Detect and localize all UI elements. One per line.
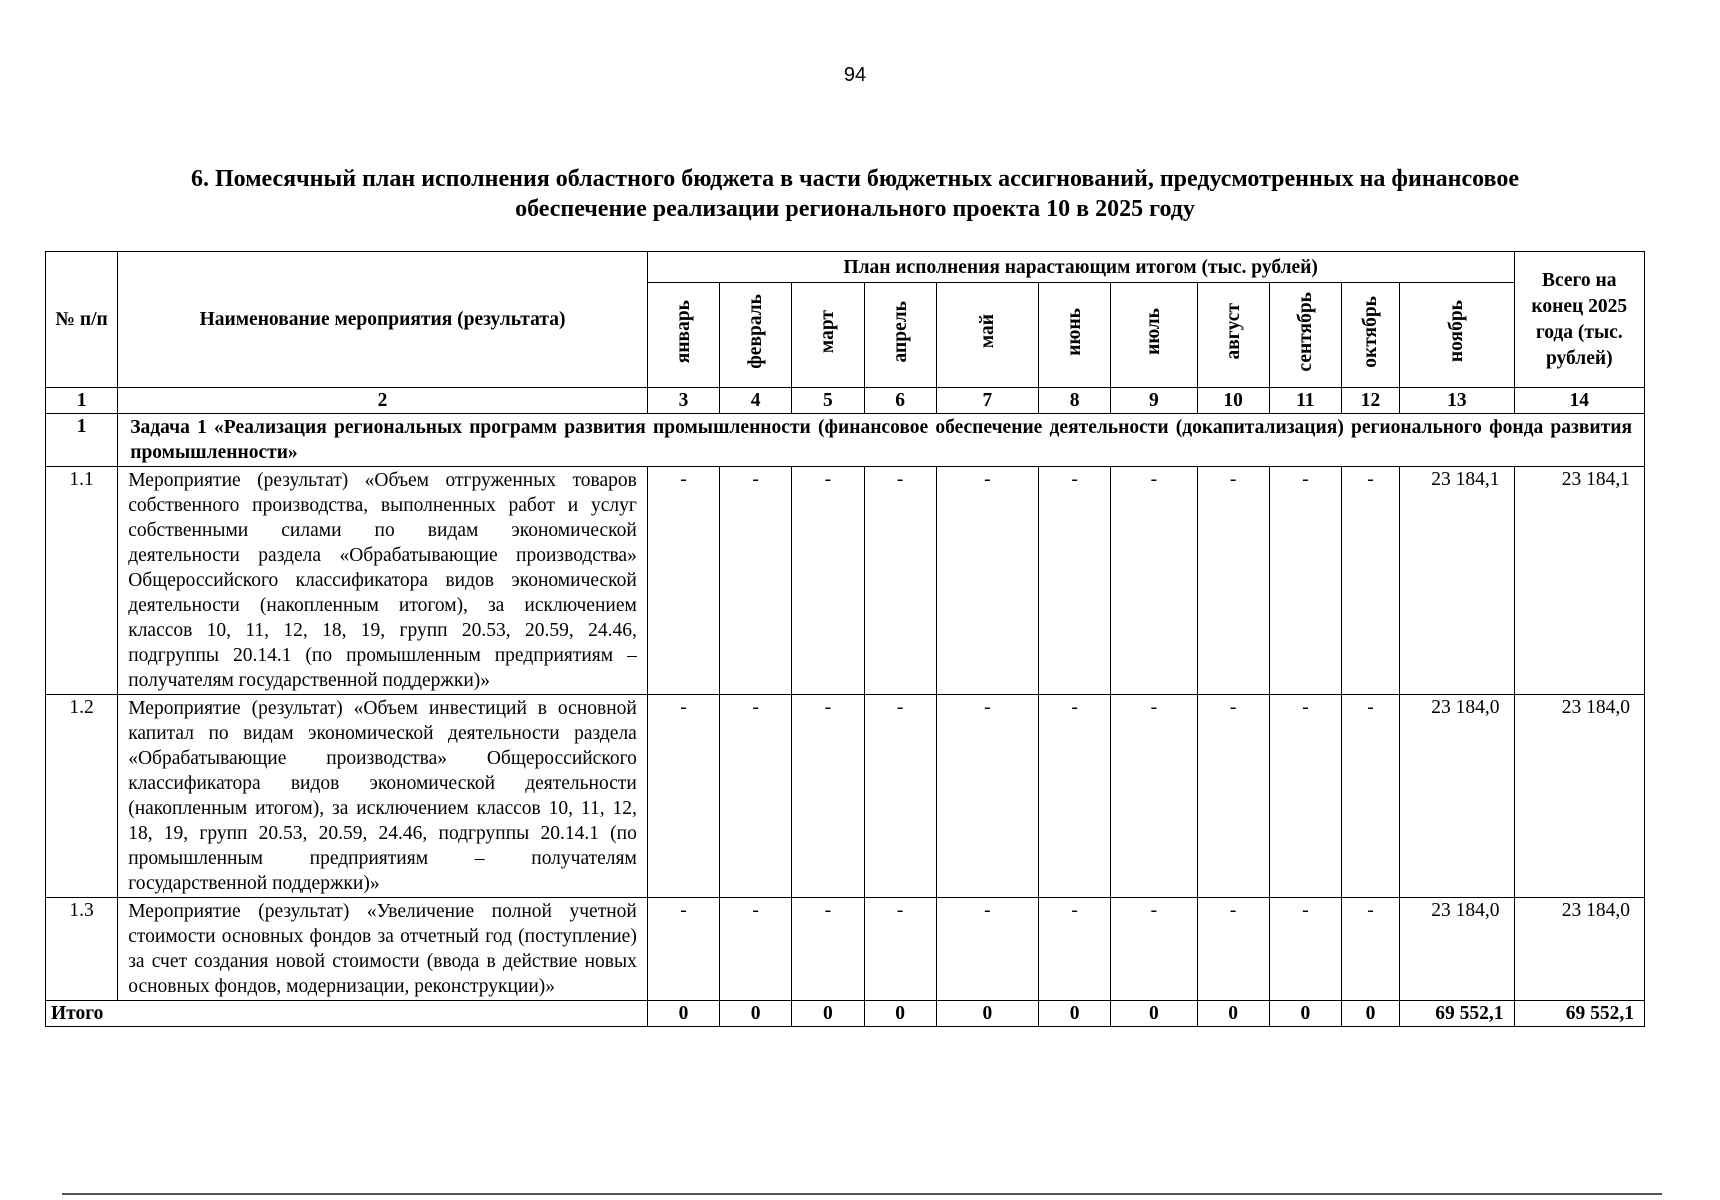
- total-month-value: 0: [720, 1001, 792, 1027]
- total-month-value: 69 552,1: [1400, 1001, 1514, 1027]
- month-value: -: [1269, 898, 1341, 1001]
- month-value: -: [792, 695, 864, 898]
- month-value: -: [1341, 467, 1399, 695]
- header-number: № п/п: [46, 252, 118, 388]
- table-row: [46, 695, 1645, 898]
- column-number: 2: [118, 388, 648, 414]
- task-number: 1: [46, 414, 118, 467]
- column-number: 1: [46, 388, 118, 414]
- month-value: 23 184,1: [1400, 467, 1514, 695]
- month-value: -: [1039, 467, 1111, 695]
- month-value: -: [1197, 898, 1269, 1001]
- month-value: 23 184,0: [1400, 695, 1514, 898]
- month-value: -: [792, 898, 864, 1001]
- total-month-value: 0: [1039, 1001, 1111, 1027]
- header-month: апрель: [864, 283, 936, 388]
- month-value: -: [1039, 898, 1111, 1001]
- month-value: -: [1039, 695, 1111, 898]
- document-title: [50, 164, 1660, 224]
- month-value: -: [647, 898, 719, 1001]
- month-value: -: [1269, 467, 1341, 695]
- task-row: [46, 414, 1645, 467]
- totals-row: [46, 1001, 1645, 1027]
- row-total: 23 184,1: [1514, 467, 1644, 695]
- header-month: ноябрь: [1400, 283, 1514, 388]
- row-number: 1.2: [46, 695, 118, 898]
- header-row-1: [46, 252, 1645, 283]
- header-plan-group: План исполнения нарастающим итогом (тыс. рублей): [647, 252, 1514, 283]
- column-number: 13: [1400, 388, 1514, 414]
- header-month: январь: [647, 283, 719, 388]
- month-value: -: [792, 467, 864, 695]
- month-value: -: [720, 695, 792, 898]
- column-number: 4: [720, 388, 792, 414]
- row-name: Мероприятие (результат) «Увеличение полной учетной стоимости основных фондов за отчетный год (поступление) за счет создания новой стоимости (ввода в действие новых основных фондов, модернизации, реконструкции)»: [118, 898, 648, 1001]
- column-number: 5: [792, 388, 864, 414]
- month-value: -: [864, 467, 936, 695]
- month-value: -: [1111, 467, 1197, 695]
- month-value: -: [1197, 467, 1269, 695]
- header-month: октябрь: [1341, 283, 1399, 388]
- month-value: -: [720, 467, 792, 695]
- total-month-value: 0: [936, 1001, 1038, 1027]
- row-name: Мероприятие (результат) «Объем отгруженных товаров собственного производства, выполненных работ и услуг собственными силами по видам экономической деятельности раздела «Обрабатывающие производства» Общероссийского классификатора видов экономической деятельности (накопленным итогом), за исключением классов 10, 11, 12, 18, 19, групп 20.53, 20.59, 24.46, подгруппы 20.14.1 (по промышленным предприятиям – получателям государственной поддержки)»: [118, 467, 648, 695]
- column-number: 12: [1341, 388, 1399, 414]
- month-value: -: [647, 467, 719, 695]
- month-value: -: [1111, 695, 1197, 898]
- month-value: -: [1197, 695, 1269, 898]
- bottom-rule: [62, 1193, 1662, 1195]
- totals-label: Итого: [46, 1001, 648, 1027]
- table-row: [46, 898, 1645, 1001]
- table-row: [46, 467, 1645, 695]
- header-name: Наименование мероприятия (результата): [118, 252, 648, 388]
- month-value: -: [647, 695, 719, 898]
- column-number: 14: [1514, 388, 1644, 414]
- header-month: июль: [1111, 283, 1197, 388]
- column-number: 9: [1111, 388, 1197, 414]
- header-month: май: [936, 283, 1038, 388]
- total-month-value: 0: [1269, 1001, 1341, 1027]
- row-name: Мероприятие (результат) «Объем инвестиций в основной капитал по видам экономической деятельности раздела «Обрабатывающие производства» Общероссийского классификатора видов экономической деятельности (накопленным итогом), за исключением классов 10, 11, 12, 18, 19, групп 20.53, 20.59, 24.46, подгруппы 20.14.1 (по промышленным предприятиям – получателям государственной поддержки)»: [118, 695, 648, 898]
- column-number: 3: [647, 388, 719, 414]
- total-month-value: 0: [647, 1001, 719, 1027]
- row-total: 23 184,0: [1514, 898, 1644, 1001]
- header-month: август: [1197, 283, 1269, 388]
- month-value: 23 184,0: [1400, 898, 1514, 1001]
- month-value: -: [936, 898, 1038, 1001]
- page-number: 94: [843, 64, 867, 86]
- total-month-value: 0: [864, 1001, 936, 1027]
- header-total: Всего на конец 2025 года (тыс. рублей): [1514, 252, 1644, 388]
- total-month-value: 0: [1111, 1001, 1197, 1027]
- row-number: 1.1: [46, 467, 118, 695]
- column-number: 7: [936, 388, 1038, 414]
- total-month-value: 0: [1341, 1001, 1399, 1027]
- title-line-1: 6. Помесячный план исполнения областного бюджета в части бюджетных ассигнований, предусмотренных на финансовое: [191, 166, 1519, 192]
- header-month: февраль: [720, 283, 792, 388]
- month-value: -: [1269, 695, 1341, 898]
- month-value: -: [864, 695, 936, 898]
- column-number: 10: [1197, 388, 1269, 414]
- column-number: 6: [864, 388, 936, 414]
- total-month-value: 0: [1197, 1001, 1269, 1027]
- month-value: -: [936, 695, 1038, 898]
- grand-total: 69 552,1: [1514, 1001, 1644, 1027]
- month-value: -: [720, 898, 792, 1001]
- title-line-2: обеспечение реализации регионального проекта 10 в 2025 году: [515, 196, 1195, 222]
- column-number: 11: [1269, 388, 1341, 414]
- column-numbers-row: [46, 388, 1645, 414]
- header-month: март: [792, 283, 864, 388]
- header-month: июнь: [1039, 283, 1111, 388]
- month-value: -: [936, 467, 1038, 695]
- total-month-value: 0: [792, 1001, 864, 1027]
- month-value: -: [864, 898, 936, 1001]
- task-text: Задача 1 «Реализация региональных программ развития промышленности (финансовое обеспечение деятельности (докапитализация) регионального фонда развития промышленности»: [118, 414, 1645, 467]
- column-number: 8: [1039, 388, 1111, 414]
- row-total: 23 184,0: [1514, 695, 1644, 898]
- row-number: 1.3: [46, 898, 118, 1001]
- month-value: -: [1341, 898, 1399, 1001]
- budget-plan-table: [45, 251, 1645, 1027]
- month-value: -: [1111, 898, 1197, 1001]
- header-month: сентябрь: [1269, 283, 1341, 388]
- month-value: -: [1341, 695, 1399, 898]
